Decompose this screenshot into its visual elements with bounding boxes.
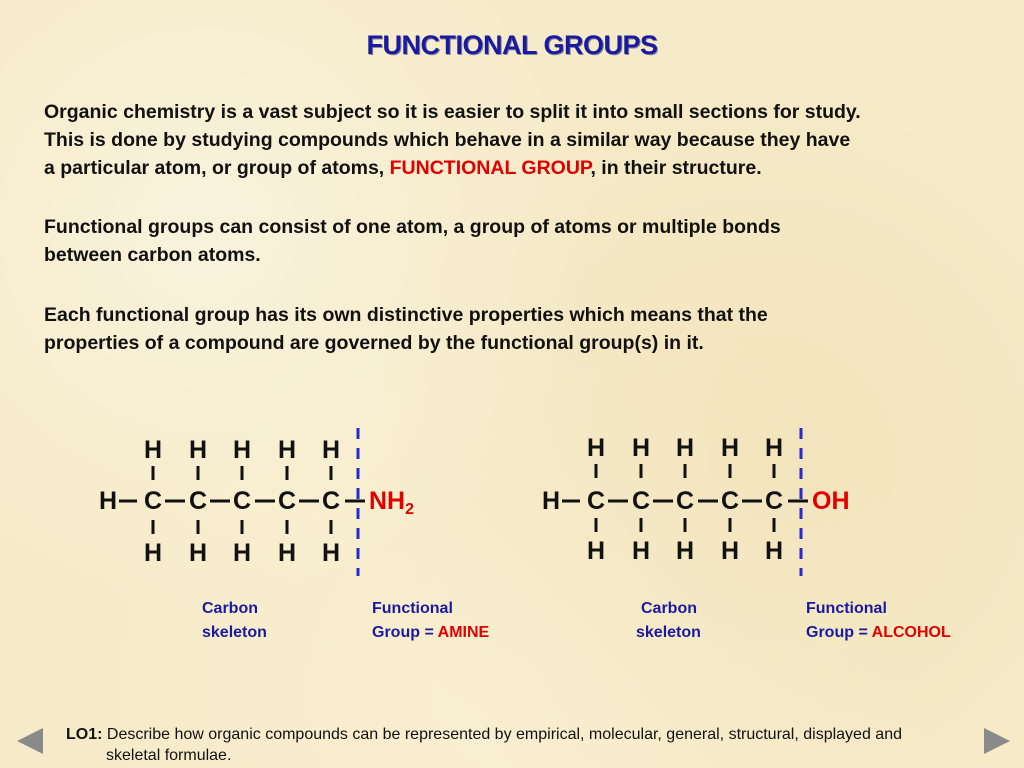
caption-line-1: Carbon <box>641 600 697 617</box>
hydrogen-atom: H <box>188 539 208 567</box>
learning-objective <box>66 724 966 766</box>
hydrogen-atom: H <box>586 537 606 565</box>
hydrogen-atom: H <box>631 434 651 462</box>
carbon-atom: C <box>232 487 252 515</box>
learning-objective-continuation: skeletal formulae. <box>106 747 232 764</box>
carbon-atom: C <box>188 487 208 515</box>
definition-line-2: between carbon atoms. <box>44 244 261 266</box>
properties-line-2: properties of a compound are governed by the functional group(s) in it. <box>44 332 704 354</box>
learning-objective-label: LO1: <box>66 726 103 743</box>
properties-paragraph <box>44 301 1004 357</box>
hydrogen-atom: H <box>720 434 740 462</box>
definition-paragraph <box>44 213 1004 269</box>
intro-line-3-start: a particular atom, or group of atoms, <box>44 157 390 179</box>
intro-paragraph <box>44 98 1004 182</box>
caption-line-2 <box>806 621 951 645</box>
carbon-atom: C <box>631 487 651 515</box>
hydrogen-atom: H <box>321 539 341 567</box>
amine-group <box>369 488 414 523</box>
carbon-atom: C <box>321 487 341 515</box>
hydrogen-atom: H <box>631 537 651 565</box>
amine-group-formula: NH <box>369 487 406 515</box>
next-slide-button[interactable] <box>984 728 1010 754</box>
hydrogen-atom: H <box>98 487 118 515</box>
caption-prefix: Group = <box>806 624 872 641</box>
carbon-skeleton-caption <box>202 597 267 645</box>
hydrogen-atom: H <box>541 487 561 515</box>
hydrogen-atom: H <box>321 436 341 464</box>
hydrogen-atom: H <box>277 539 297 567</box>
learning-objective-text: Describe how organic compounds can be represented by empirical, molecular, general, structural, displayed and <box>102 726 902 743</box>
hydrogen-atom: H <box>143 436 163 464</box>
hydrogen-atom: H <box>764 434 784 462</box>
intro-line-3-end: , in their structure. <box>590 157 762 179</box>
hydrogen-atom: H <box>586 434 606 462</box>
amine-molecule <box>95 420 535 585</box>
page-title: FUNCTIONAL GROUPS <box>366 30 658 60</box>
caption-line-1: Functional <box>372 600 453 617</box>
carbon-atom: C <box>764 487 784 515</box>
definition-line-1: Functional groups can consist of one atom, a group of atoms or multiple bonds <box>44 216 781 238</box>
amine-subscript: 2 <box>405 501 415 518</box>
caption-line-1: Carbon <box>202 600 258 617</box>
properties-line-1: Each functional group has its own distinctive properties which means that the <box>44 304 768 326</box>
caption-line-2: skeleton <box>202 624 267 641</box>
carbon-atom: C <box>277 487 297 515</box>
hydroxyl-formula: OH <box>812 487 850 515</box>
functional-group-caption <box>806 597 951 645</box>
group-name: AMINE <box>437 624 490 641</box>
intro-line-2: This is done by studying compounds which behave in a similar way because they have <box>44 129 851 151</box>
caption-line-1: Functional <box>806 600 887 617</box>
hydrogen-atom: H <box>675 537 695 565</box>
hydrogen-atom: H <box>675 434 695 462</box>
hydrogen-atom: H <box>277 436 297 464</box>
hydrogen-atom: H <box>143 539 163 567</box>
hydrogen-atom: H <box>232 539 252 567</box>
intro-line-1: Organic chemistry is a vast subject so it is easier to split it into small sections for study. <box>44 101 861 123</box>
carbon-atom: C <box>143 487 163 515</box>
caption-line-2: skeleton <box>636 624 701 641</box>
alcohol-molecule <box>538 420 978 585</box>
functional-group-caption <box>372 597 489 645</box>
previous-slide-button[interactable] <box>17 728 43 754</box>
caption-line-2 <box>372 621 489 645</box>
hydroxyl-group <box>812 488 850 514</box>
hydrogen-atom: H <box>188 436 208 464</box>
carbon-atom: C <box>675 487 695 515</box>
carbon-atom: C <box>586 487 606 515</box>
functional-group-highlight: FUNCTIONAL GROUP <box>389 157 591 179</box>
hydrogen-atom: H <box>232 436 252 464</box>
carbon-skeleton-caption <box>636 597 701 645</box>
intro-line-3 <box>44 154 1004 182</box>
hydrogen-atom: H <box>764 537 784 565</box>
carbon-atom: C <box>720 487 740 515</box>
group-name: ALCOHOL <box>871 624 951 641</box>
hydrogen-atom: H <box>720 537 740 565</box>
caption-prefix: Group = <box>372 624 438 641</box>
